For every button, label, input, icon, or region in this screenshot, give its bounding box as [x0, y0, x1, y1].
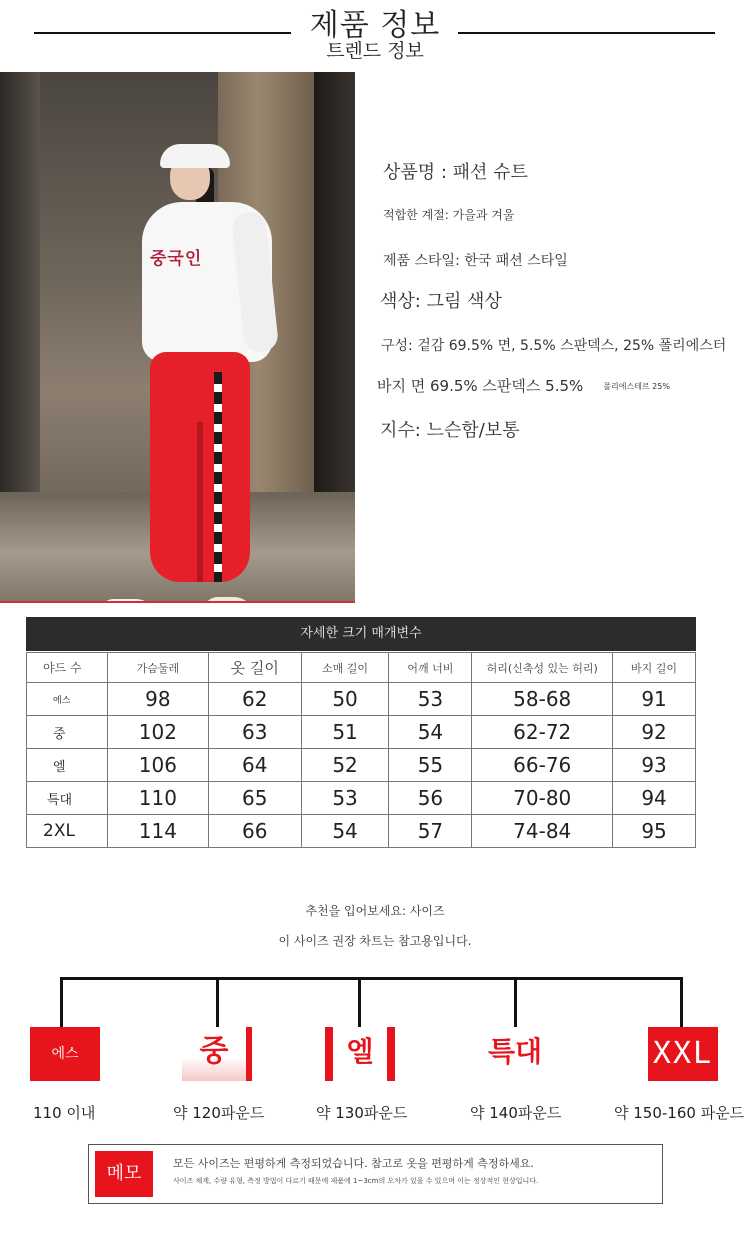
- header-cell: 바지 길이: [613, 653, 696, 683]
- table-row: [27, 782, 696, 815]
- table-cell: 53: [389, 683, 472, 716]
- table-cell: 91: [613, 683, 696, 716]
- table-cell: 98: [107, 683, 208, 716]
- tree-connector: [61, 977, 682, 980]
- product-photo: [0, 72, 355, 603]
- size-weight-s: 110 이내: [33, 1104, 96, 1122]
- size-table-header-row: [27, 653, 696, 683]
- shirt-print-text: 중국인: [150, 249, 203, 269]
- product-season: 적합한 계절: 가을과 겨울: [383, 208, 515, 222]
- table-cell: 66-76: [472, 749, 613, 782]
- product-color: 색상: 그림 색상: [380, 291, 502, 312]
- table-cell: 62: [208, 683, 301, 716]
- table-cell: 70-80: [472, 782, 613, 815]
- header-cell: 야드 수: [27, 653, 108, 683]
- product-pants-composition: [377, 375, 670, 396]
- size-weight-l: 약 130파운드: [316, 1104, 408, 1122]
- size-box-xxl: XXL: [648, 1027, 718, 1081]
- table-row: [27, 683, 696, 716]
- size-cell: 에스: [27, 683, 108, 716]
- table-cell: 93: [613, 749, 696, 782]
- product-style: 제품 스타일: 한국 패션 스타일: [383, 253, 568, 269]
- tree-branch: [680, 977, 683, 1027]
- tree-branch: [60, 977, 63, 1027]
- header-cell: 소매 길이: [301, 653, 389, 683]
- table-cell: 110: [107, 782, 208, 815]
- product-name: 상품명 : 패션 슈트: [383, 162, 528, 183]
- recommend-line-1: 추천을 입어보세요: 사이즈: [305, 904, 445, 918]
- table-cell: 63: [208, 716, 301, 749]
- page-subtitle: 트렌드 정보: [326, 40, 424, 62]
- page-title: 제품 정보: [309, 8, 441, 43]
- table-cell: 53: [301, 782, 389, 815]
- table-cell: 95: [613, 815, 696, 848]
- table-cell: 62-72: [472, 716, 613, 749]
- product-composition: 구성: 겉감 69.5% 면, 5.5% 스판덱스, 25% 폴리에스터: [381, 338, 727, 354]
- table-cell: 74-84: [472, 815, 613, 848]
- pants-composition-small: 폴리에스테르 25%: [603, 382, 670, 391]
- header-cell: 어깨 너비: [389, 653, 472, 683]
- table-cell: 106: [107, 749, 208, 782]
- size-table-title: 자세한 크기 매개변수: [26, 617, 696, 651]
- size-box-xl: 특대: [470, 1027, 560, 1081]
- table-cell: 50: [301, 683, 389, 716]
- product-fit: 지수: 느슨함/보통: [380, 420, 520, 441]
- size-cell: 중: [27, 716, 108, 749]
- size-cell: 2XL: [27, 815, 108, 848]
- header-cell: 가슴둘레: [107, 653, 208, 683]
- table-cell: 102: [107, 716, 208, 749]
- table-cell: 54: [301, 815, 389, 848]
- size-box-s: 에스: [30, 1027, 100, 1081]
- table-cell: 66: [208, 815, 301, 848]
- table-cell: 65: [208, 782, 301, 815]
- table-cell: 51: [301, 716, 389, 749]
- table-row: [27, 815, 696, 848]
- tree-branch: [514, 977, 517, 1027]
- table-cell: 94: [613, 782, 696, 815]
- header-cell: 옷 길이: [208, 653, 301, 683]
- header-cell: 허리(신축성 있는 허리): [472, 653, 613, 683]
- memo-line-2: 사이즈 체계, 수량 유형, 측정 방법이 다르기 때문에 제품에 1~3cm의 오차가 있을 수 있으며 이는 정상적인 현상입니다.: [173, 1177, 539, 1185]
- size-table: [26, 652, 696, 848]
- recommend-line-2: 이 사이즈 권장 차트는 참고용입니다.: [278, 934, 472, 948]
- table-cell: 58-68: [472, 683, 613, 716]
- size-cell: 특대: [27, 782, 108, 815]
- size-weight-m: 약 120파운드: [173, 1104, 265, 1122]
- table-cell: 92: [613, 716, 696, 749]
- memo-tag: 메모: [95, 1151, 153, 1197]
- table-cell: 55: [389, 749, 472, 782]
- pants-composition-text: 바지 면 69.5% 스판덱스 5.5%: [377, 377, 584, 395]
- table-cell: 56: [389, 782, 472, 815]
- memo-line-1: 모든 사이즈는 편평하게 측정되었습니다. 참고로 옷을 편평하게 측정하세요.: [173, 1157, 534, 1170]
- table-row: [27, 749, 696, 782]
- table-cell: 64: [208, 749, 301, 782]
- size-weight-xxl: 약 150-160 파운드: [614, 1104, 745, 1122]
- table-cell: 57: [389, 815, 472, 848]
- table-cell: 54: [389, 716, 472, 749]
- tree-branch: [358, 977, 361, 1027]
- table-cell: 114: [107, 815, 208, 848]
- memo-box: [88, 1144, 663, 1204]
- tree-branch: [216, 977, 219, 1027]
- size-cell: 엘: [27, 749, 108, 782]
- size-box-l: 엘: [325, 1027, 395, 1081]
- table-cell: 52: [301, 749, 389, 782]
- table-row: [27, 716, 696, 749]
- size-weight-xl: 약 140파운드: [470, 1104, 562, 1122]
- size-box-m: 중: [182, 1027, 252, 1081]
